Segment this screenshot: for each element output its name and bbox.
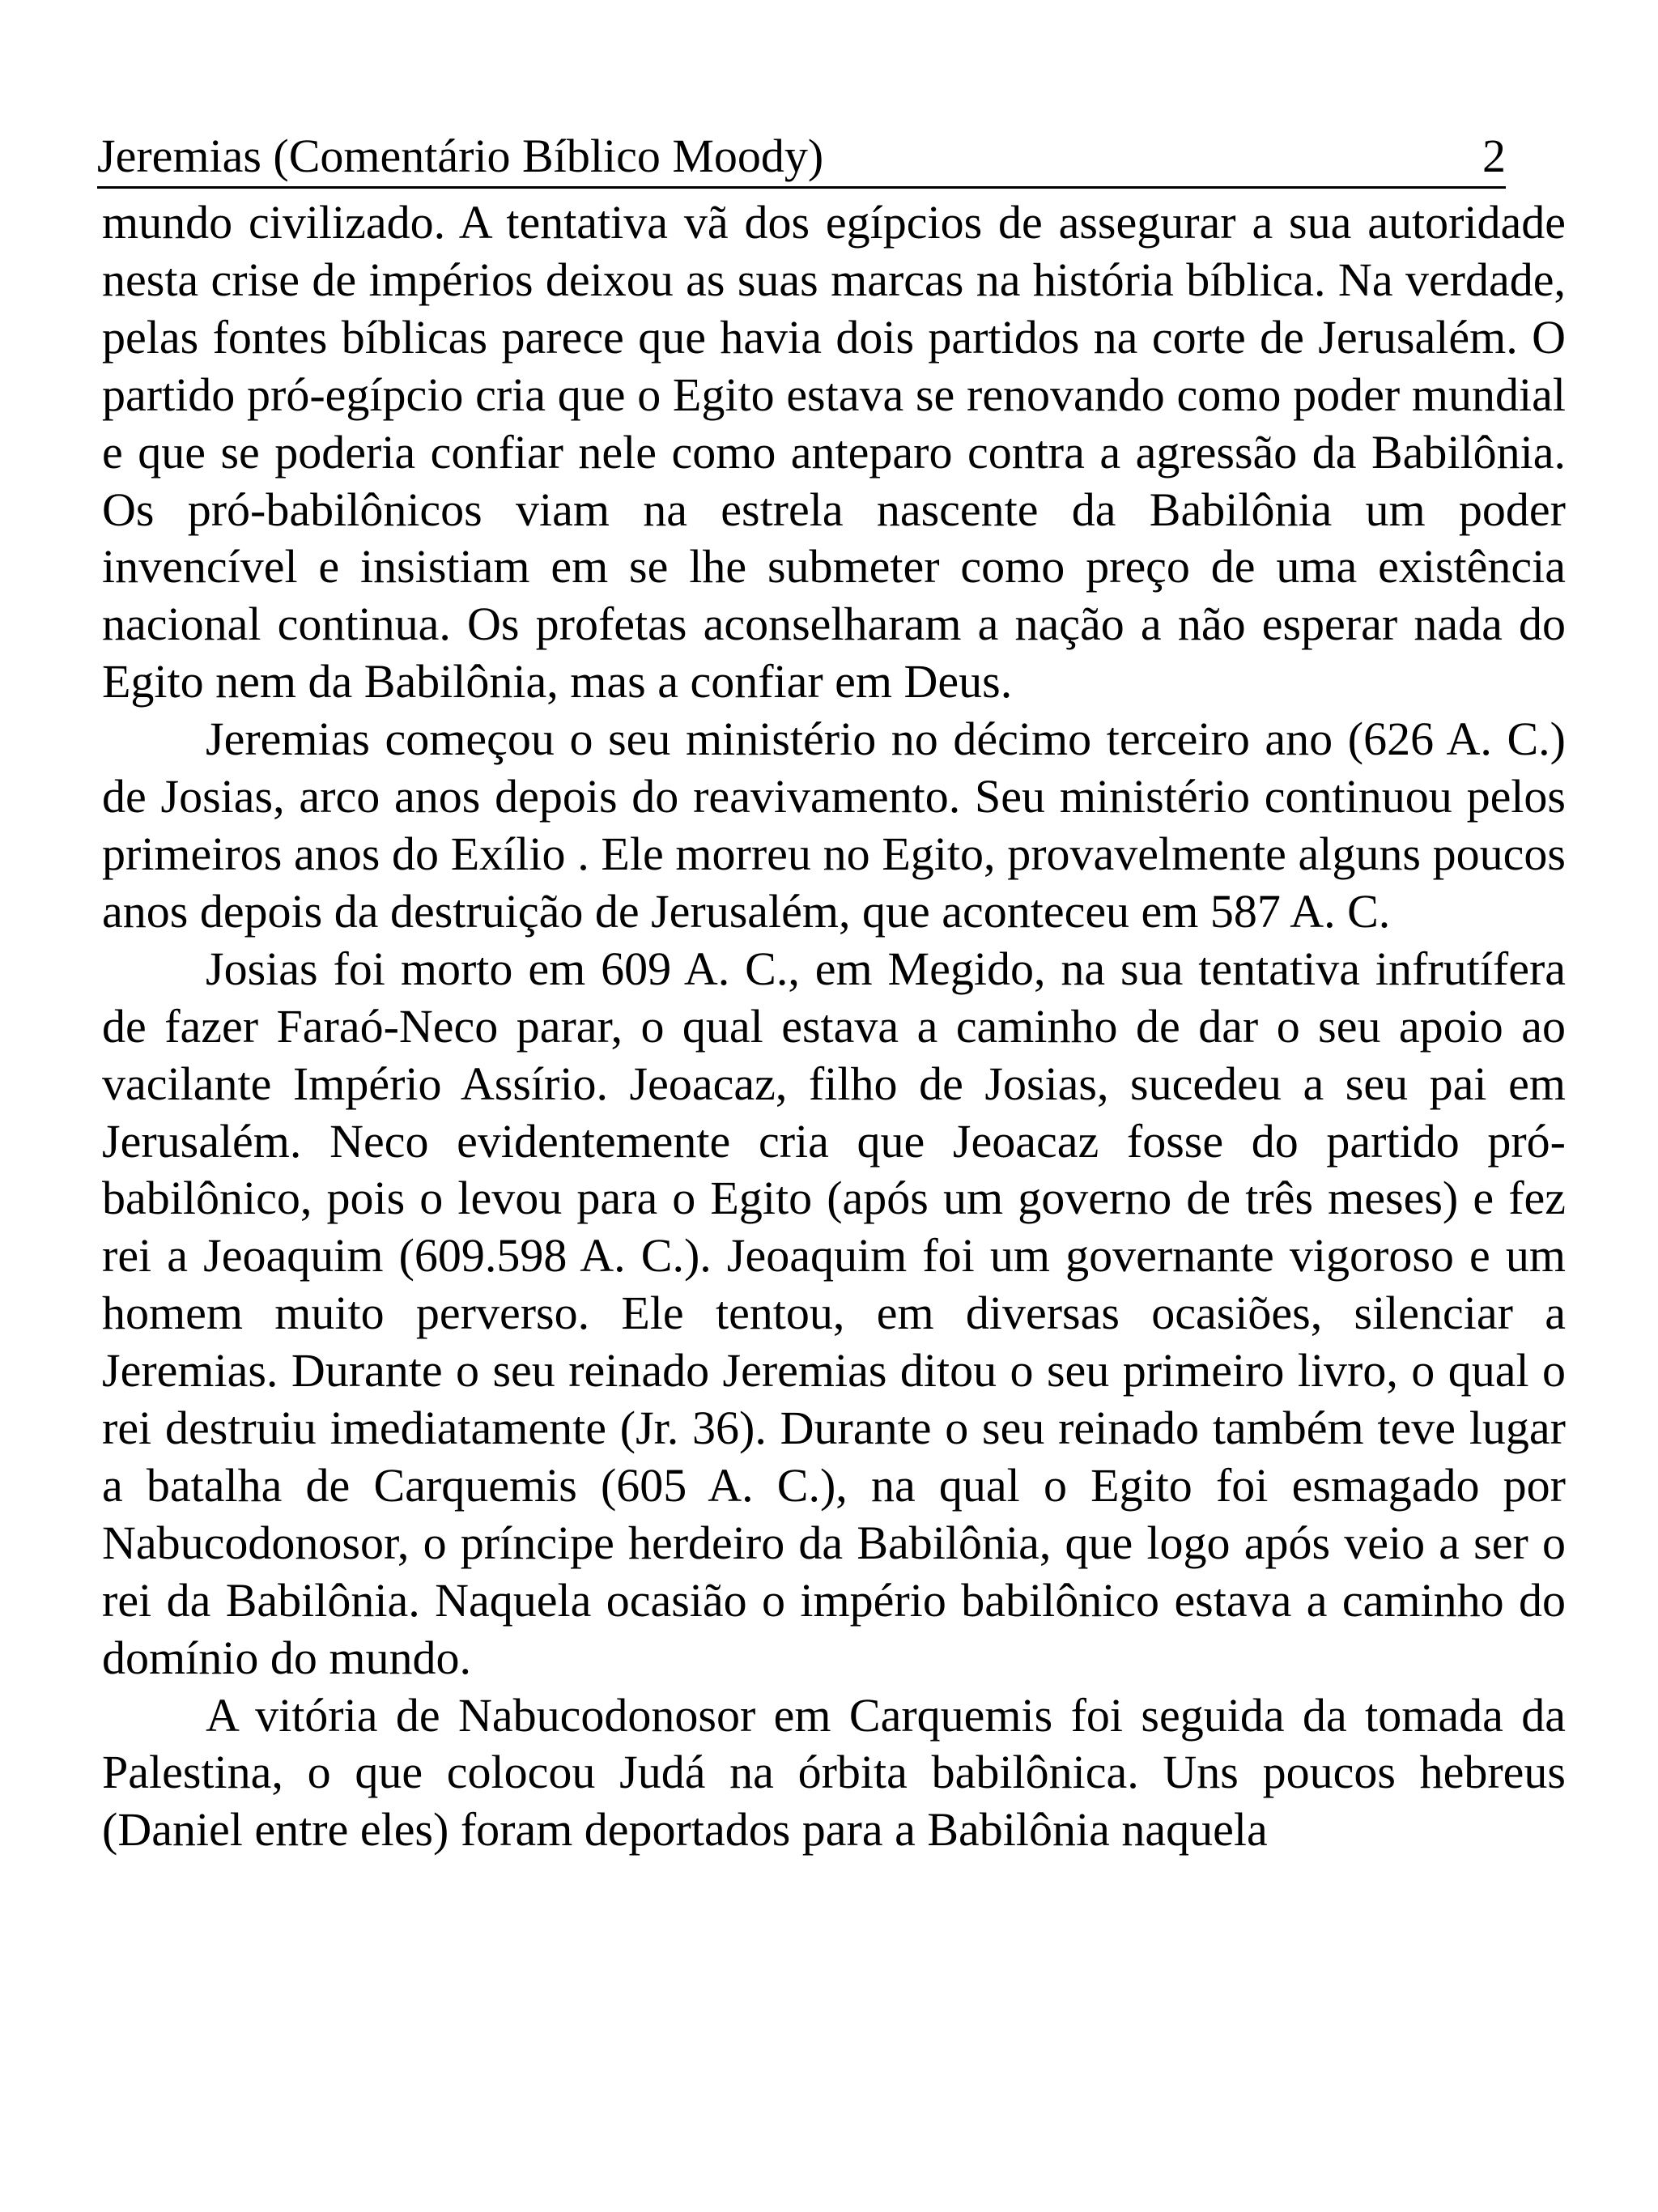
paragraph-jeremiah-ministry: Jeremias começou o seu ministério no décimo terceiro ano (626 A. C.) de Josias, arco anos depois do reavivamento. Seu ministério continuou pelos primeiros anos do Exílio . Ele morreu no Egito, provavelmente alguns poucos anos depois da destruição de Jerusalém, que aconteceu em 587 A. C. (102, 713, 1566, 938)
page-body (102, 194, 1566, 1859)
paragraph-josiah-death: Josias foi morto em 609 A. C., em Megido, na sua tentativa infrutífera de fazer Faraó-Neco parar, o qual estava a caminho de dar o seu apoio ao vacilante Império Assírio. Jeoacaz, filho de Josias, sucedeu a seu pai em Jerusalém. Neco evidentemente cria que Jeoacaz fosse do partido pró-babilônico, pois o levou para o Egito (após um governo de três meses) e fez rei a Jeoaquim (609.598 A. C.). Jeoaquim foi um governante vigoroso e um homem muito perverso. Ele tentou, em diversas ocasiões, silenciar a Jeremias. Durante o seu reinado Jeremias ditou o seu primeiro livro, o qual o rei destruiu imediatamente (Jr. 36). Durante o seu reinado também teve lugar a batalha de Carquemis (605 A. C.), na qual o Egito foi esmagado por Nabucodonosor, o príncipe herdeiro da Babilônia, que logo após veio a ser o rei da Babilônia. Naquela ocasião o império babilônico estava a caminho do domínio do mundo. (102, 942, 1566, 1684)
header-title: Jeremias (Comentário Bíblico Moody) (97, 130, 824, 182)
page-header (97, 130, 1506, 189)
page-number: 2 (1482, 130, 1506, 182)
paragraph-continuation: mundo civilizado. A tentativa vã dos egípcios de assegurar a sua autoridade nesta crise de impérios deixou as suas marcas na história bíblica. Na verdade, pelas fontes bíblicas parece que havia dois partidos na corte de Jerusalém. O partido pró-egípcio cria que o Egito estava se renovando como poder mundial e que se poderia confiar nele como anteparo contra a agressão da Babilônia. Os pró-babilônicos viam na estrela nascente da Babilônia um poder invencível e insistiam em se lhe submeter como preço de uma existência nacional continua. Os profetas aconselharam a nação a não esperar nada do Egito nem da Babilônia, mas a confiar em Deus. (102, 196, 1566, 708)
paragraph-carchemish-victory: A vitória de Nabucodonosor em Carquemis foi seguida da tomada da Palestina, o que colocou Judá na órbita babilônica. Uns poucos hebreus (Daniel entre eles) foram deportados para a Babilônia naquela (102, 1688, 1566, 1857)
